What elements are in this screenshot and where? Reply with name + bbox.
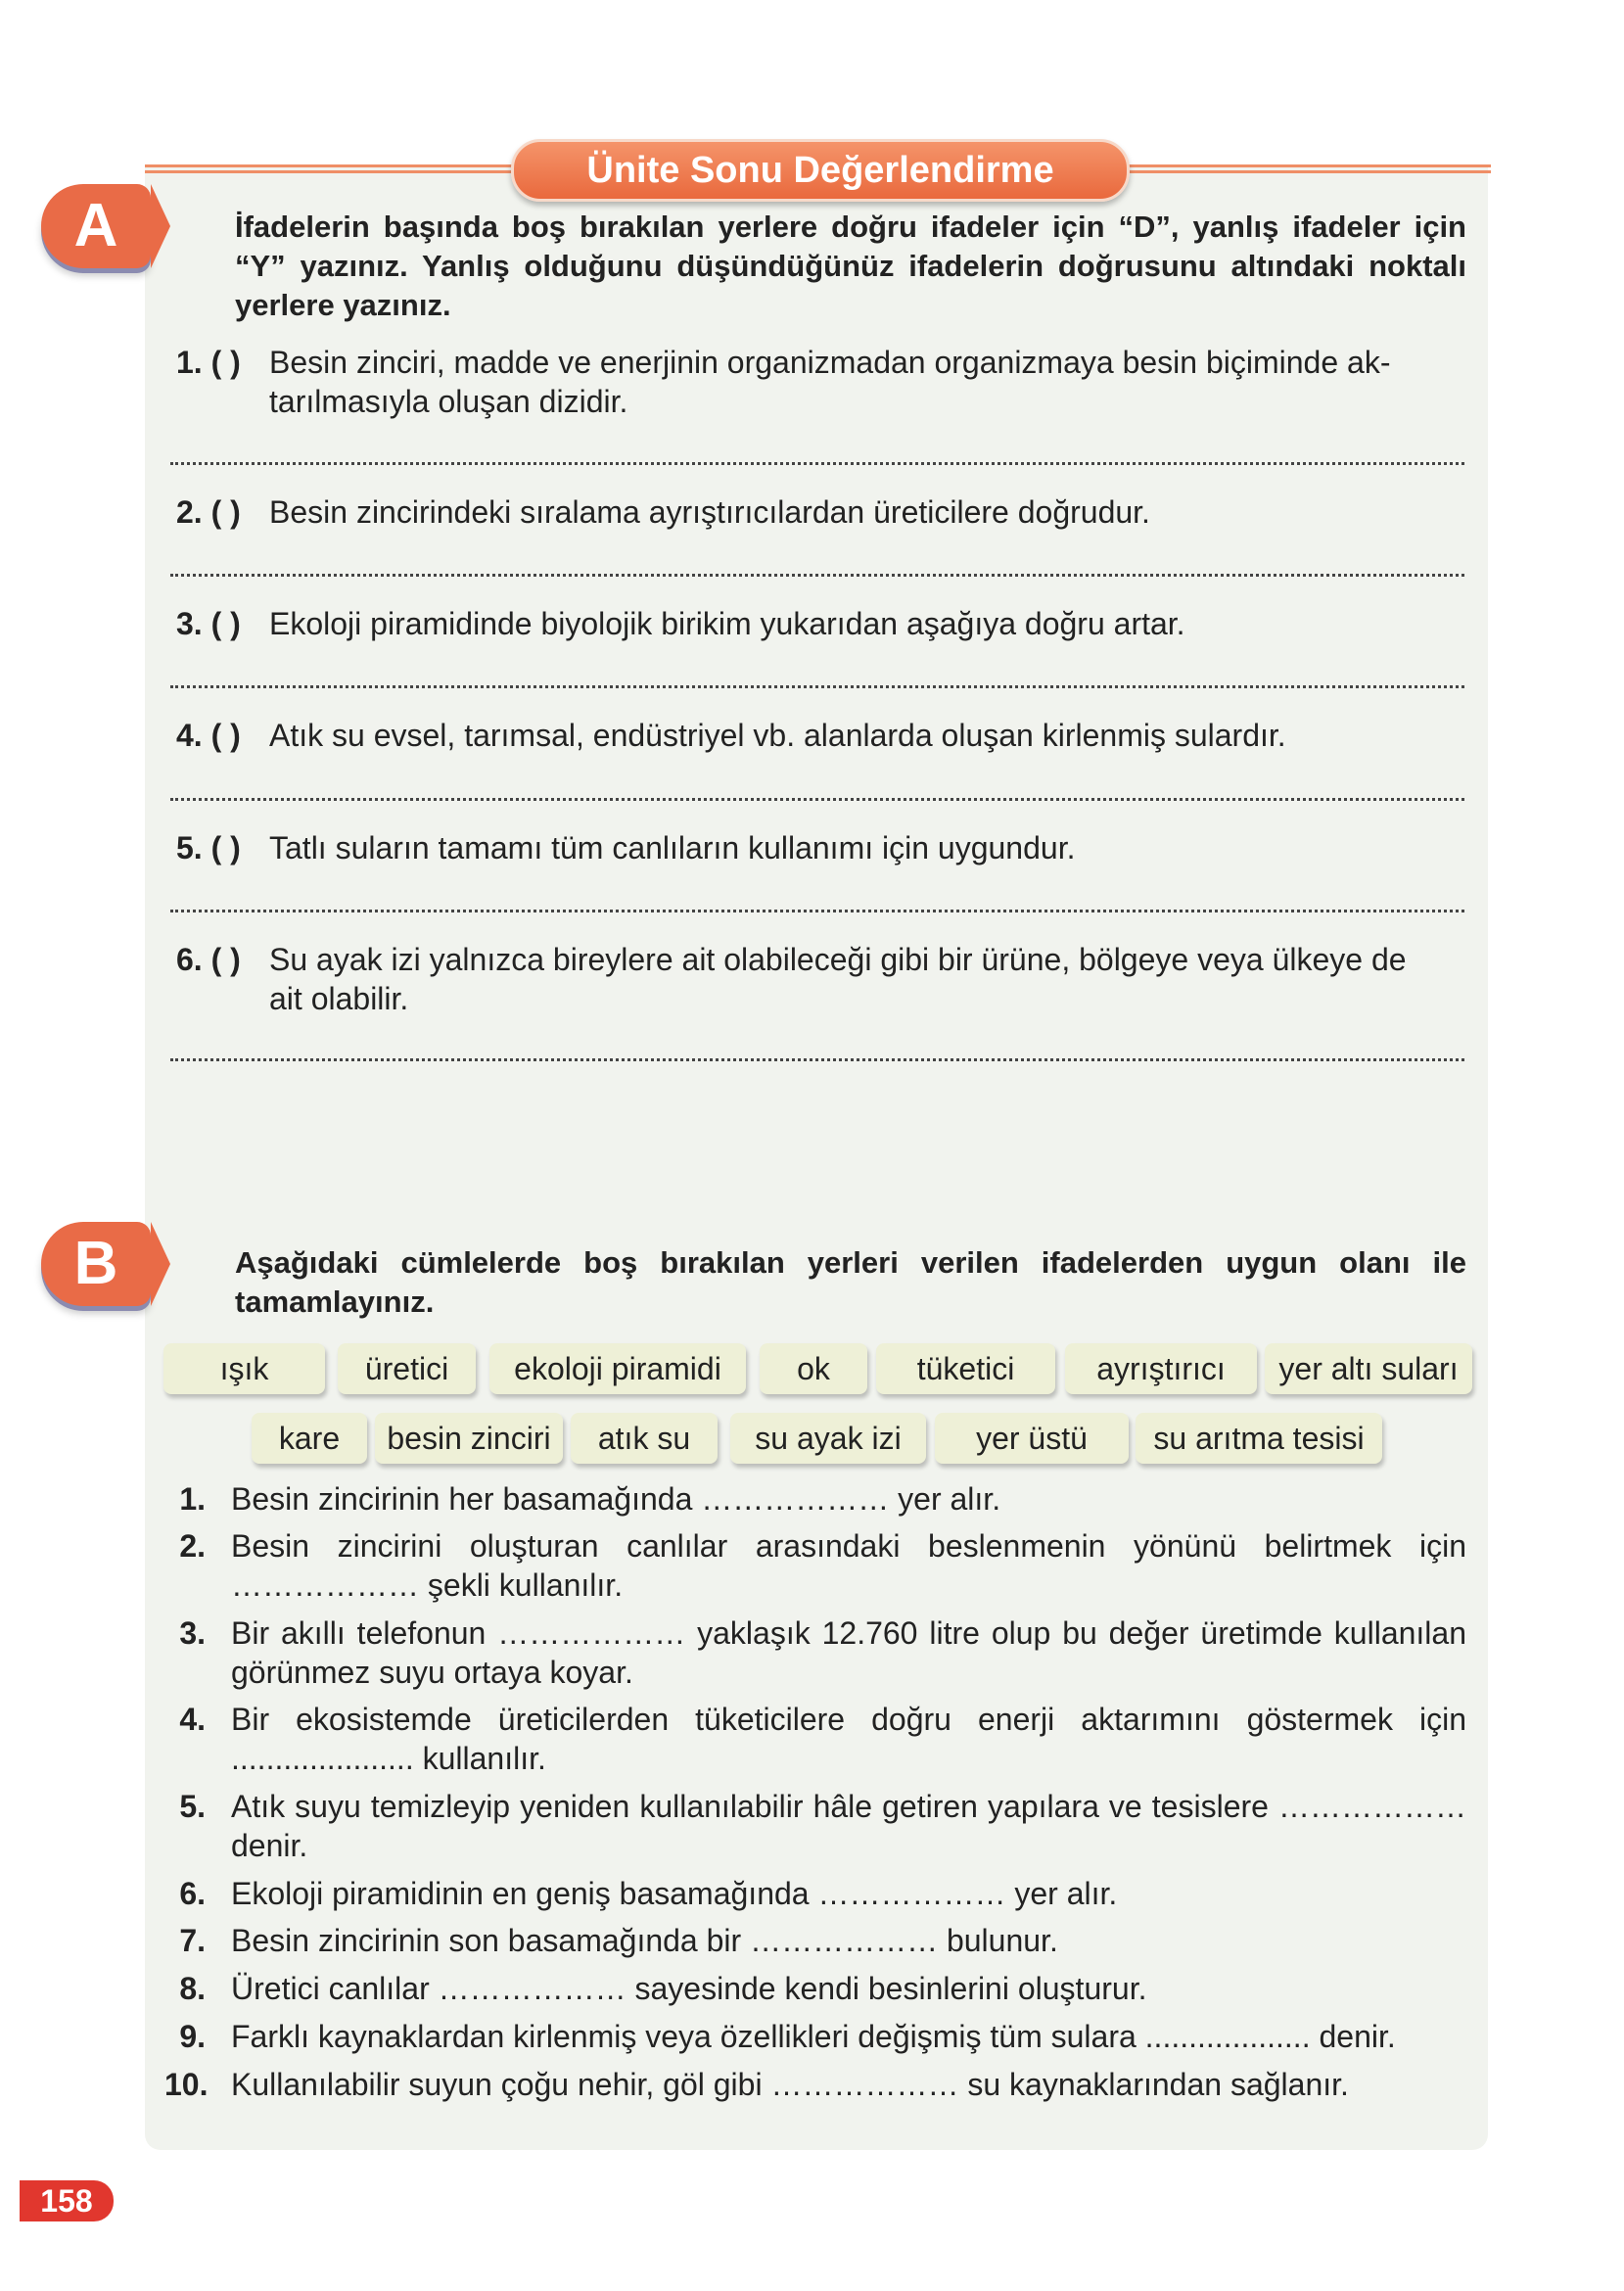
answer-line <box>170 1058 1464 1061</box>
word-bank-item: kare <box>252 1413 367 1464</box>
true-false-item <box>176 716 1468 755</box>
fill-in-item <box>164 1613 1466 1692</box>
item-number: 5. ( ) <box>176 830 241 865</box>
item-text: Üretici canlılar ……………… sayesinde kendi besinlerini oluşturur. <box>231 1971 1147 2006</box>
item-number: 8. <box>179 1971 206 2006</box>
item-text: Bir ekosistemde üreticilerden tüketicilere doğru enerji aktarımını göstermek için ..................... kullanılır. <box>231 1702 1466 1776</box>
fill-in-item <box>164 1479 1466 1519</box>
answer-line <box>170 685 1464 688</box>
item-text-continued: ait olabilir. <box>269 981 409 1016</box>
answer-line <box>170 798 1464 801</box>
word-bank-item: besin zinciri <box>375 1413 563 1464</box>
item-number: 1. <box>179 1481 206 1517</box>
item-text: Ekoloji piramidinin en geniş basamağında ……………… yer alır. <box>231 1876 1118 1911</box>
true-false-item <box>176 343 1468 421</box>
fill-in-item <box>164 1921 1466 1960</box>
true-false-item <box>176 492 1468 532</box>
fill-in-item <box>164 1700 1466 1778</box>
item-text: Su ayak izi yalnızca bireylere ait olabileceği gibi bir ürüne, bölgeye veya ülkeye de <box>269 942 1407 977</box>
item-number: 5. <box>179 1789 206 1824</box>
word-bank-item: su arıtma tesisi <box>1136 1413 1382 1464</box>
word-bank-item: su ayak izi <box>730 1413 926 1464</box>
item-text: Besin zincirinin son basamağında bir ……………… bulunur. <box>231 1923 1058 1958</box>
word-bank-item: ekoloji piramidi <box>489 1343 746 1394</box>
page-number: 158 <box>20 2180 114 2221</box>
item-text: Bir akıllı telefonun ……………… yaklaşık 12.760 litre olup bu değer üretimde kullanılan görünmez suyu ortaya koyar. <box>231 1615 1466 1690</box>
item-number: 4. ( ) <box>176 718 241 753</box>
fill-in-item <box>164 1526 1466 1605</box>
item-text: Kullanılabilir suyun çoğu nehir, göl gibi ……………… su kaynaklarından sağlanır. <box>231 2067 1349 2102</box>
item-number: 2. <box>179 1528 206 1564</box>
section-a-instruction: İfadelerin başında boş bırakılan yerlere doğru ifadeler için “D”, yanlış ifadeler için “Y” yazınız. Yanlış olduğunu düşündüğünüz ifadelerin doğrusunu altındaki noktalı yerlere yazınız. <box>235 210 1466 322</box>
fill-in-item <box>164 1969 1466 2008</box>
item-text-continued: tarılmasıyla oluşan dizidir. <box>269 384 628 419</box>
item-number: 1. ( ) <box>176 345 241 380</box>
word-bank-item: üretici <box>338 1343 476 1394</box>
item-number: 10. <box>164 2067 209 2102</box>
fill-in-item <box>164 1787 1466 1865</box>
item-text: Besin zinciri, madde ve enerjinin organizmadan organizmaya besin biçiminde ak- <box>269 345 1391 380</box>
item-text: Besin zincirinin her basamağında ……………… yer alır. <box>231 1481 1001 1517</box>
true-false-item <box>176 940 1468 1018</box>
word-bank-item: atık su <box>571 1413 718 1464</box>
fill-in-item <box>164 2065 1466 2104</box>
item-text: Atık su evsel, tarımsal, endüstriyel vb. alanlarda oluşan kirlenmiş sulardır. <box>269 718 1286 753</box>
word-bank-item: ışık <box>163 1343 325 1394</box>
item-number: 2. ( ) <box>176 494 241 530</box>
item-number: 6. <box>179 1876 206 1911</box>
word-bank-item: tüketici <box>876 1343 1055 1394</box>
item-number: 7. <box>179 1923 206 1958</box>
item-number: 3. ( ) <box>176 606 241 641</box>
item-text: Farklı kaynaklardan kirlenmiş veya özellikleri değişmiş tüm sulara ................... denir. <box>231 2019 1396 2054</box>
item-number: 9. <box>179 2019 206 2054</box>
section-b-instruction: Aşağıdaki cümlelerde boş bırakılan yerleri verilen ifadelerden uygun olanı ile tamamlayınız. <box>235 1245 1466 1319</box>
fill-in-item <box>164 2017 1466 2056</box>
true-false-item <box>176 604 1468 643</box>
word-bank-item: yer altı suları <box>1265 1343 1472 1394</box>
item-number: 6. ( ) <box>176 942 241 977</box>
word-bank-item: ok <box>760 1343 867 1394</box>
word-bank-item: ayrıştırıcı <box>1065 1343 1257 1394</box>
section-b-badge: B <box>41 1222 151 1306</box>
item-text: Atık suyu temizleyip yeniden kullanılabilir hâle getiren yapılara ve tesislere ……………… denir. <box>231 1789 1466 1863</box>
item-text: Ekoloji piramidinde biyolojik birikim yukarıdan aşağıya doğru artar. <box>269 606 1185 641</box>
page-title: Ünite Sonu Değerlendirme <box>511 139 1130 202</box>
item-text: Besin zincirindeki sıralama ayrıştırıcılardan üreticilere doğrudur. <box>269 494 1150 530</box>
word-bank-item: yer üstü <box>935 1413 1129 1464</box>
true-false-item <box>176 828 1468 867</box>
answer-line <box>170 574 1464 577</box>
item-text: Tatlı suların tamamı tüm canlıların kullanımı için uygundur. <box>269 830 1076 865</box>
item-number: 4. <box>179 1702 206 1737</box>
item-number: 3. <box>179 1615 206 1651</box>
fill-in-item <box>164 1874 1466 1913</box>
answer-line <box>170 910 1464 912</box>
answer-line <box>170 462 1464 465</box>
item-text: Besin zincirini oluşturan canlılar arasındaki beslenmenin yönünü belirtmek için ……………… şekli kullanılır. <box>231 1528 1466 1603</box>
section-a-badge: A <box>41 184 151 268</box>
